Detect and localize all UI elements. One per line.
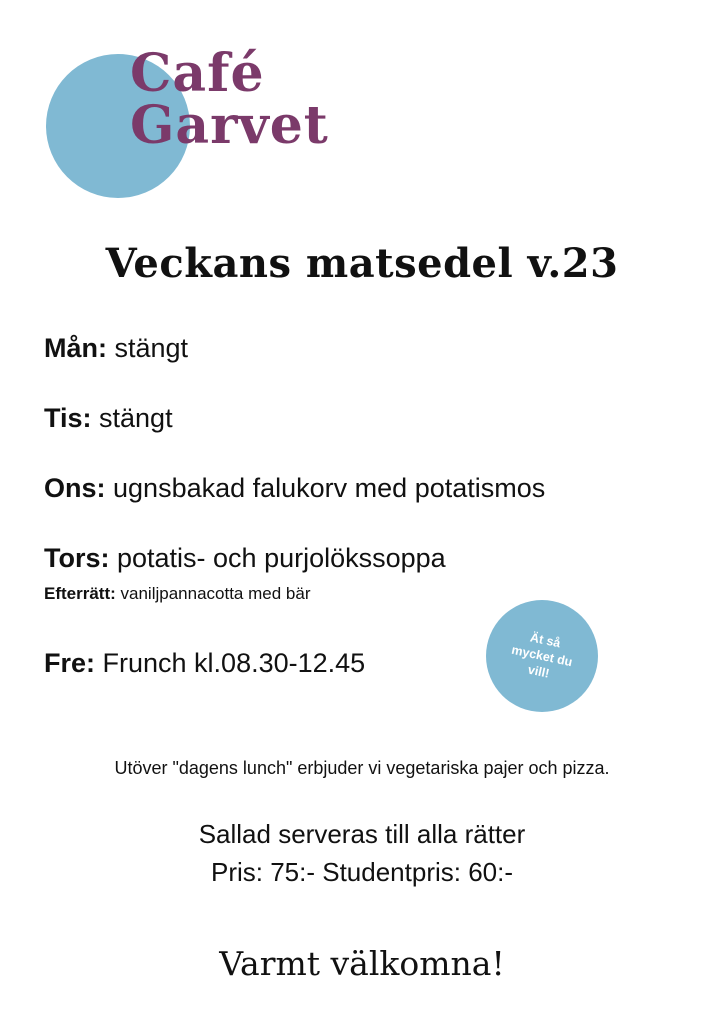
menu-day-monday	[44, 331, 188, 365]
day-dish: potatis- och purjolökssoppa	[109, 543, 446, 573]
salad-info: Sallad serveras till alla rätter	[198, 819, 526, 849]
all-you-can-eat-badge	[486, 600, 598, 712]
day-label: Tors:	[44, 543, 110, 573]
day-dish: stängt	[107, 333, 189, 363]
day-label: Tis:	[44, 403, 92, 433]
day-dish: Frunch kl.08.30-12.45	[95, 648, 366, 678]
welcome-text: Varmt välkomna!	[219, 944, 505, 983]
menu-day-tuesday	[44, 401, 173, 435]
dessert-dish: vaniljpannacotta med bär	[115, 584, 311, 603]
day-label: Ons:	[44, 473, 106, 503]
badge-text: Ät så mycket du vill!	[510, 630, 574, 681]
menu-day-wednesday	[44, 471, 545, 505]
menu-day-friday	[44, 646, 365, 680]
page-title: Veckans matsedel v.23	[105, 240, 619, 287]
day-dish: ugnsbakad falukorv med potatismos	[105, 473, 546, 503]
dessert-label: Efterrätt:	[44, 584, 116, 603]
day-label: Fre:	[44, 648, 96, 678]
day-dish: stängt	[91, 403, 173, 433]
extra-offer-text: Utöver "dagens lunch" erbjuder vi vegetariska pajer och pizza.	[114, 758, 610, 778]
menu-day-thursday	[44, 541, 446, 575]
logo-line-1: Café	[130, 43, 265, 104]
menu-dessert	[44, 583, 310, 605]
logo-line-2: Garvet	[130, 95, 329, 156]
price-info: Pris: 75:- Studentpris: 60:-	[210, 857, 514, 887]
logo-text	[130, 43, 329, 156]
day-label: Mån:	[44, 333, 107, 363]
